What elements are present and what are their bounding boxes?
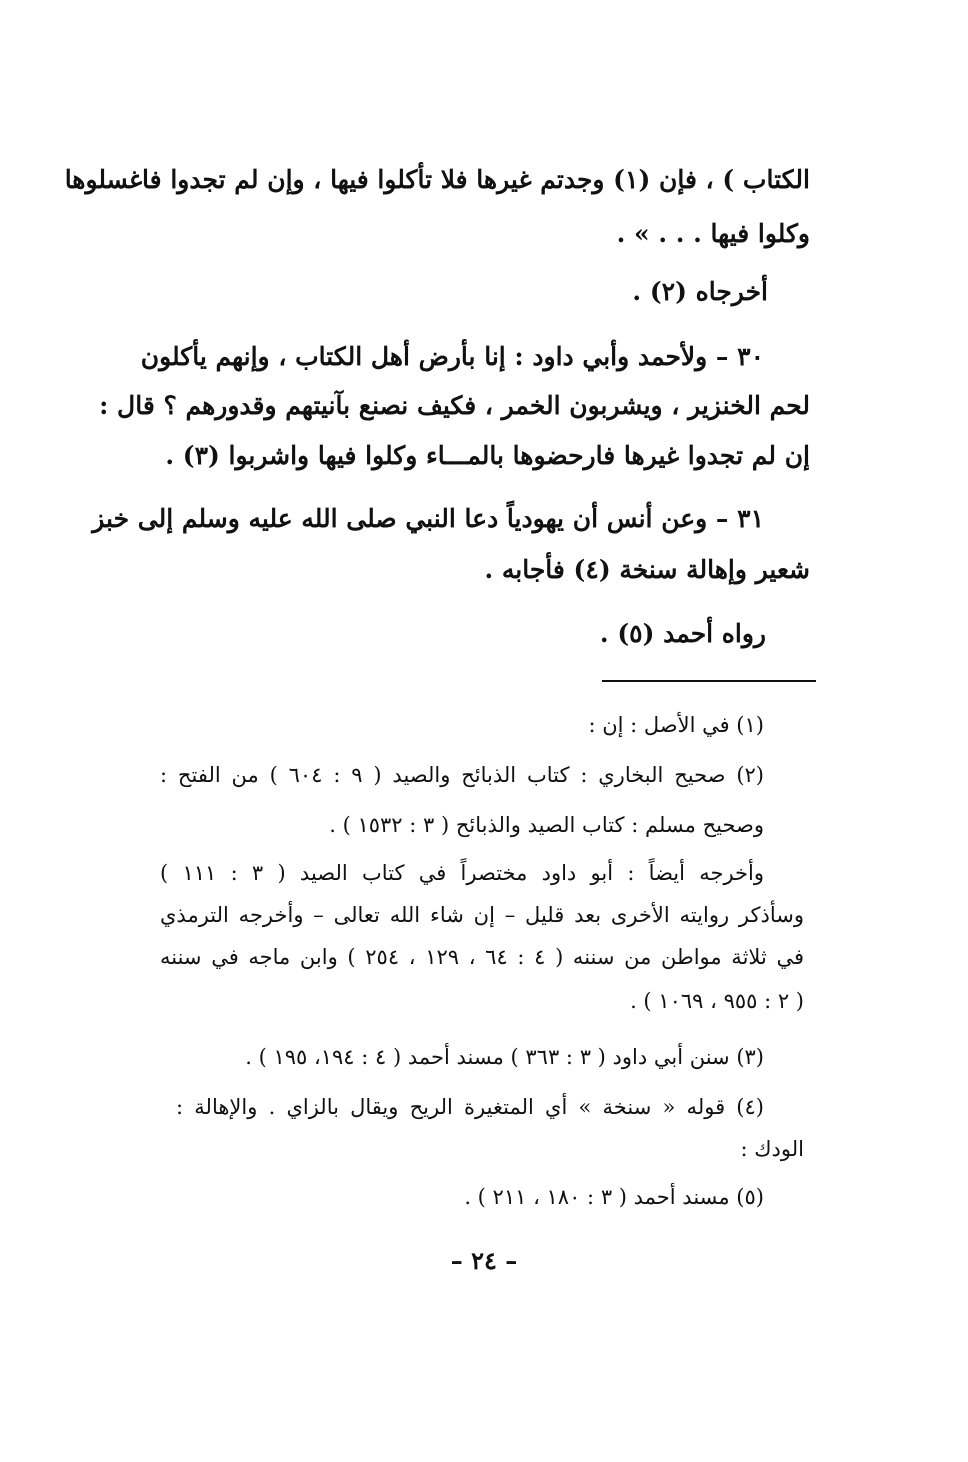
main-line-3: أخرجاه (٢) . bbox=[632, 277, 768, 306]
main-line-7: ٣١ – وعن أنس أن يهودياً دعا النبي صلى الله عليه وسلم إلى خبز bbox=[92, 504, 764, 533]
footnote-line-2: (٢) صحيح البخاري : كتاب الذبائح والصيد ( ٩ : ٦٠٤ ) من الفتح : bbox=[160, 763, 764, 787]
footnote-line-10: الودك : bbox=[740, 1137, 804, 1161]
footnote-line-1: (١) في الأصل : إن : bbox=[588, 713, 764, 737]
page-number: – ٢٤ – bbox=[450, 1246, 518, 1275]
footnote-line-5: وسأذكر روايته الأخرى بعد قليل – إن شاء الله تعالى – وأخرجه الترمذي bbox=[160, 903, 804, 927]
main-line-1: الكتاب ) ، فإن (١) وجدتم غيرها فلا تأكلوا فيها ، وإن لم تجدوا فاغسلوها bbox=[64, 165, 810, 194]
main-line-9: رواه أحمد (٥) . bbox=[599, 619, 766, 648]
footnote-line-6: في ثلاثة مواطن من سننه ( ٤ : ٦٤ ، ١٢٩ ، ٢٥٤ ) وابن ماجه في سننه bbox=[160, 945, 804, 969]
footnote-separator bbox=[602, 680, 816, 682]
main-line-6: إن لم تجدوا غيرها فارحضوها بالمـــاء وكلوا فيها واشربوا (٣) . bbox=[165, 441, 810, 470]
footnote-line-11: (٥) مسند أحمد ( ٣ : ١٨٠ ، ٢١١ ) . bbox=[464, 1185, 764, 1209]
main-line-8: شعير وإهالة سنخة (٤) فأجابه . bbox=[484, 555, 810, 584]
main-line-4: ٣٠ – ولأحمد وأبي داود : إنا بأرض أهل الكتاب ، وإنهم يأكلون bbox=[140, 342, 764, 371]
main-line-2: وكلوا فيها . . . » . bbox=[616, 219, 810, 248]
footnote-line-3: وصحيح مسلم : كتاب الصيد والذبائح ( ٣ : ١٥٣٢ ) . bbox=[329, 813, 764, 837]
footnote-line-7: ( ٢ : ٩٥٥ ، ١٠٦٩ ) . bbox=[630, 989, 804, 1013]
main-line-5: لحم الخنزير ، ويشربون الخمر ، فكيف نصنع بآنيتهم وقدورهم ؟ قال : bbox=[99, 391, 810, 420]
footnote-line-8: (٣) سنن أبي داود ( ٣ : ٣٦٣ ) مسند أحمد ( ٤ : ١٩٤، ١٩٥ ) . bbox=[245, 1045, 764, 1069]
footnote-line-9: (٤) قوله « سنخة » أي المتغيرة الريح ويقال بالزاي . والإهالة : bbox=[176, 1095, 764, 1119]
footnote-line-4: وأخرجه أيضاً : أبو داود مختصراً في كتاب الصيد ( ٣ : ١١١ ) bbox=[160, 861, 765, 885]
